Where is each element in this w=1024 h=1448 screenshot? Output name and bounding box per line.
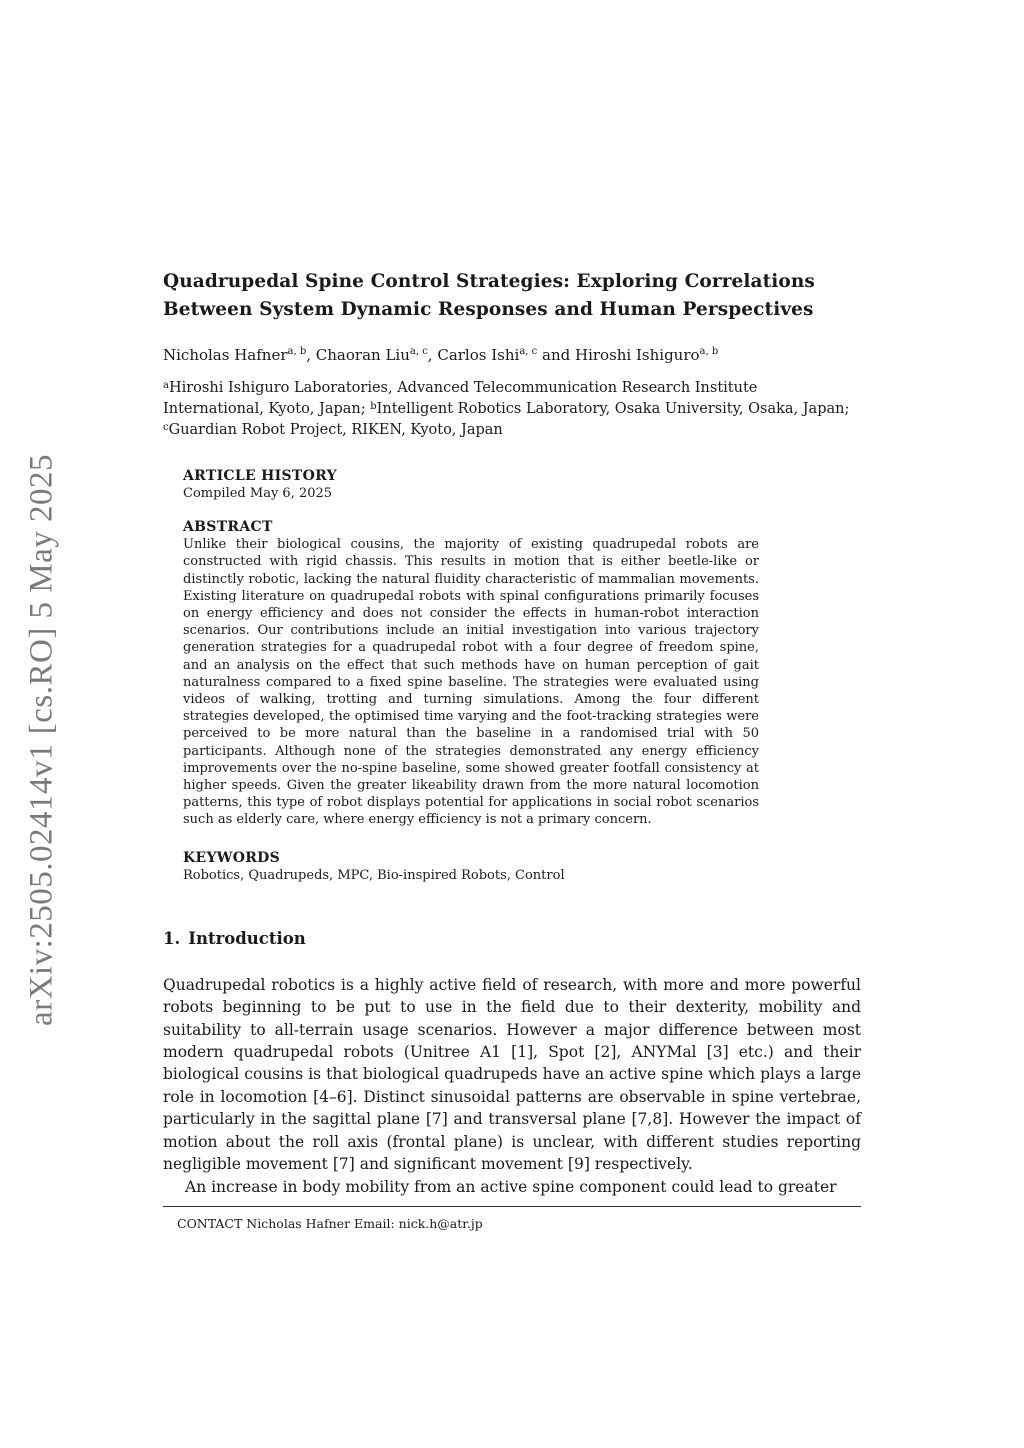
abstract-heading: ABSTRACT <box>183 519 273 536</box>
paper-title <box>163 268 861 324</box>
affiliation-text: Hiroshi Ishiguro Laboratories, Advanced Telecommunication Research Institute International, Kyoto, Japan; <box>163 380 758 417</box>
affiliation-marker: b <box>370 401 377 412</box>
footnote-divider <box>163 1206 861 1207</box>
front-matter <box>183 467 759 884</box>
author-name: Nicholas Hafner <box>163 346 288 364</box>
body-paragraph: An increase in body mobility from an active spine component could lead to greater <box>185 1177 837 1196</box>
keywords <box>183 849 759 884</box>
affiliation-marker: a <box>163 380 169 391</box>
title-line-2: Between System Dynamic Responses and Human Perspectives <box>163 299 814 320</box>
affiliation-text: Intelligent Robotics Laboratory, Osaka University, Osaka, Japan; <box>376 401 850 417</box>
author-affiliation-marker: a, c <box>519 346 538 357</box>
author-affiliation-marker: a, b <box>287 346 307 357</box>
affiliations <box>163 378 861 441</box>
article-history-heading: ARTICLE HISTORY <box>183 468 337 484</box>
section-heading-introduction <box>163 928 861 950</box>
title-line-1: Quadrupedal Spine Control Strategies: Exploring Correlations <box>163 271 815 292</box>
keywords-text: Robotics, Quadrupeds, MPC, Bio-inspired Robots, Control <box>183 867 565 883</box>
paper-page <box>163 268 861 1233</box>
author-separator: , <box>427 346 438 364</box>
article-history <box>183 467 759 502</box>
affiliation-marker: c <box>163 422 169 433</box>
article-history-text: Compiled May 6, 2025 <box>183 486 333 501</box>
abstract-text: Unlike their biological cousins, the majority of existing quadrupedal robots are constructed with rigid chassis. This results in motion that is either beetle-like or distinctly robotic, lacking the natural fluidity characteristic of mammalian movements. Existing literature on quadrupedal robots with spinal configurations primarily focuses on energy efficiency and does not consider the effects in human-robot interaction scenarios. Our contributions include an initial investigation into various trajectory generation strategies for a quadrupedal robot with a four degree of freedom spine, and an analysis on the effect that such methods have on human perception of gait naturalness compared to a fixed spine baseline. The strategies were evaluated using videos of walking, trotting and turning simulations. Among the four different strategies developed, the optimised time varying and the foot-tracking strategies were perceived to be more natural than the baseline in a randomised trial with 50 participants. Although none of the strategies demonstrated any energy efficiency improvements over the no-spine baseline, some showed greater footfall consistency at higher speeds. Given the greater likeability drawn from the more natural locomotion patterns, this type of robot displays potential for applications in social robot scenarios such as elderly care, where energy efficiency is not a primary concern. <box>183 537 759 828</box>
author-name: Hiroshi Ishiguro <box>574 346 700 364</box>
affiliation-text: Guardian Robot Project, RIKEN, Kyoto, Japan <box>168 422 503 438</box>
arxiv-identifier-stamp: arXiv:2505.02414v1 [cs.RO] 5 May 2025 <box>23 453 60 1027</box>
section-title: Introduction <box>188 928 306 948</box>
contact-footnote: CONTACT Nicholas Hafner Email: nick.h@atr.jp <box>177 1215 483 1231</box>
section-number: 1. <box>163 928 181 948</box>
author-list <box>163 344 861 366</box>
keywords-heading: KEYWORDS <box>183 849 281 866</box>
body-paragraph: Quadrupedal robotics is a highly active field of research, with more and more powerful robots beginning to be put to use in the field due to their dexterity, mobility and suitability to all-terrain usage scenarios. However a major difference between most modern quadrupedal robots (Unitree A1 [1], Spot [2], ANYMal [3] etc.) and their biological cousins is that biological quadrupeds have an active spine which plays a large role in locomotion [4–6]. Distinct sinusoidal patterns are observable in spine vertebrae, particularly in the sagittal plane [7] and transversal plane [7,8]. However the impact of motion about the roll axis (frontal plane) is unclear, with different studies reporting negligible movement [7] and significant movement [9] respectively. <box>163 975 861 1174</box>
author-name: Carlos Ishi <box>437 346 520 364</box>
author-name: Chaoran Liu <box>315 346 410 364</box>
author-affiliation-marker: a, b <box>699 346 719 357</box>
author-separator: and <box>537 346 575 364</box>
author-separator: , <box>306 346 316 364</box>
author-affiliation-marker: a, c <box>409 346 428 357</box>
abstract <box>183 518 759 828</box>
